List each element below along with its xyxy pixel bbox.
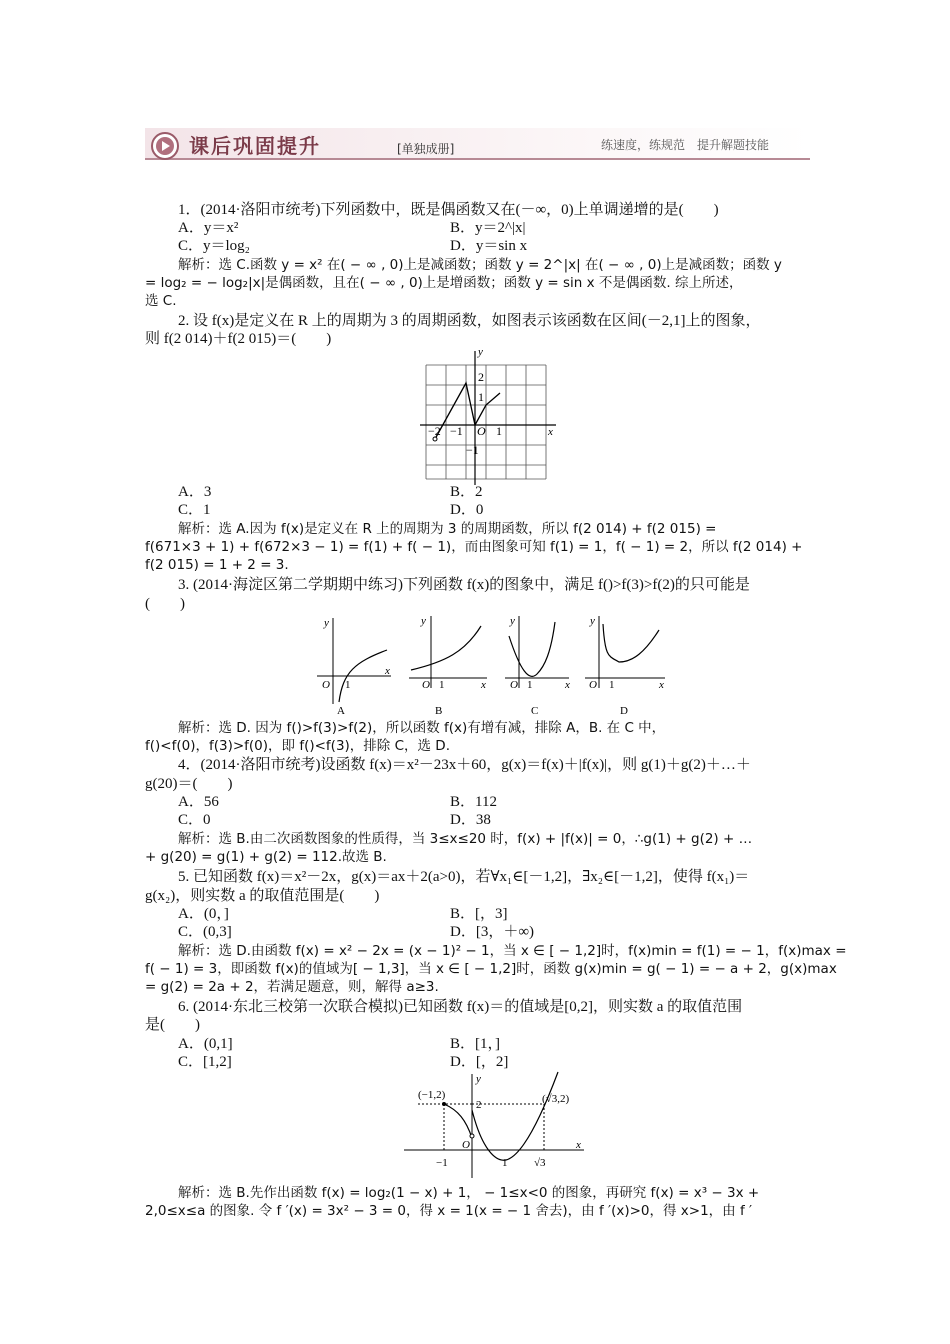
q2-solution-line2: f(671×3 + 1) + f(672×3 − 1) = f(1) + f( − 1)，而由图象可知 f(1) = 1，f( − 1) = 2，所以 f(2 014) + [145, 539, 803, 555]
q2-option-b: B．2 [450, 484, 483, 500]
q6-option-d: D．[，2] [450, 1054, 509, 1070]
q6-graph [400, 1070, 590, 1180]
q1-option-c: C．y＝log₂ [178, 238, 250, 254]
q3-solution-line2: f()<f(0)，f(3)>f(0)，即 f()<f(3)，排除 C，选 D. [145, 738, 450, 754]
q4-stem-line1: 4．(2014·洛阳市统考)设函数 f(x)＝x²－23x＋60，g(x)＝f(x)＋|f(x)|，则 g(1)＋g(2)＋…＋ [178, 757, 751, 773]
q5-option-c: C．(0,3] [178, 924, 232, 940]
q3b-y: y [421, 615, 426, 627]
q6-option-c: C．[1,2] [178, 1054, 232, 1070]
q5-option-a: A．(0，] [178, 906, 229, 922]
q6-tick-2: 2 [476, 1099, 482, 1111]
q3-label-c: C [531, 705, 539, 717]
q5-solution-line3: = g(2) = 2a + 2，若满足题意，则，解得 a≥3. [145, 979, 439, 995]
q3a-x: x [385, 665, 390, 677]
header-slogan: 练速度，练规范 提升解题技能 [601, 138, 770, 152]
q2-graph [420, 345, 560, 485]
q6-origin: O [462, 1139, 470, 1151]
q3a-o: O [322, 679, 330, 691]
q1-solution-line3: 选 C. [145, 293, 177, 309]
q5-solution-line2: f( − 1) = 3，即函数 f(x)的值域为[ − 1,3]，当 x ∈ [ − 1,2]时，函数 g(x)min = g( − 1) = − a + 2，g(x)max [145, 961, 837, 977]
q2-axis-x: x [548, 426, 553, 438]
q5-stem-line1: 5. 已知函数 f(x)＝x²－2x，g(x)＝ax＋2(a>0)，若∀x₁∈[－1,2]，∃x₂∈[－1,2]，使得 f(x₁)＝ [178, 869, 750, 885]
q2-origin: O [477, 424, 486, 438]
q4-solution-line1: 解析：选 B.由二次函数图象的性质得，当 3≤x≤20 时，f(x) + |f(x)| = 0，∴g(1) + g(2) + … [178, 831, 753, 847]
q6-axis-x: x [576, 1139, 581, 1151]
q3-graph-b [409, 615, 487, 717]
q2-tick-x1: 1 [496, 424, 502, 438]
header-title: 课后巩固提升 [189, 134, 321, 158]
q3-graph-a [317, 617, 391, 717]
q3-label-d: D [620, 705, 628, 717]
q2-option-c: C．1 [178, 502, 211, 518]
q6-axis-y: y [476, 1073, 481, 1085]
q5-stem-line2: g(x₂)，则实数 a 的取值范围是( ) [145, 888, 380, 904]
q6-option-b: B．[1，] [450, 1036, 500, 1052]
section-header [145, 122, 810, 164]
q2-tick-2: 2 [478, 370, 484, 384]
q3d-one: 1 [609, 679, 615, 691]
q3-stem-line2: ( ) [145, 596, 185, 612]
q1-stem: 1．(2014·洛阳市统考)下列函数中，既是偶函数又在(－∞，0)上单调递增的是( ) [178, 202, 719, 218]
q3d-o: O [589, 679, 597, 691]
q3-graph-d [585, 615, 665, 717]
q3b-o: O [422, 679, 430, 691]
q3-graphs [315, 612, 675, 718]
q1-option-d: D．y＝sin x [450, 238, 528, 254]
q2-option-d: D．0 [450, 502, 484, 518]
q3c-x: x [565, 679, 570, 691]
play-circle-icon [147, 126, 183, 162]
q3a-y: y [324, 617, 329, 629]
q1-option-b: B．y＝2^|x| [450, 220, 526, 236]
q3-solution-line1: 解析：选 D. 因为 f()>f(3)>f(2)，所以函数 f(x)有增有减，排除 A，B. 在 C 中， [178, 720, 666, 736]
q5-option-b: B．[，3] [450, 906, 508, 922]
q4-option-b: B．112 [450, 794, 497, 810]
q4-option-c: C．0 [178, 812, 211, 828]
q3b-x: x [481, 679, 486, 691]
q2-stem-line2: 则 f(2 014)＋f(2 015)＝( ) [145, 331, 332, 347]
q3b-one: 1 [439, 679, 445, 691]
q3-graph-c [505, 615, 570, 717]
q3-label-a: A [337, 705, 345, 717]
q3c-o: O [510, 679, 518, 691]
q6-option-a: A．(0,1] [178, 1036, 233, 1052]
q3c-one: 1 [527, 679, 533, 691]
q6-point-left: (−1,2) [418, 1089, 446, 1101]
q4-option-a: A．56 [178, 794, 219, 810]
q6-tick-1: 1 [502, 1157, 508, 1169]
q6-stem-line1: 6. (2014·东北三校第一次联合模拟)已知函数 f(x)＝的值域是[0,2]，则实数 a 的取值范围 [178, 999, 743, 1015]
q5-solution-line1: 解析：选 D.由函数 f(x) = x² − 2x = (x − 1)² − 1，当 x ∈ [ − 1,2]时，f(x)min = f(1) = − 1，f(x)max = [178, 943, 847, 959]
header-tag: [单独成册] [397, 142, 455, 156]
q4-solution-line2: + g(20) = g(1) + g(2) = 112.故选 B. [145, 849, 387, 865]
q6-solution-line1: 解析：选 B.先作出函数 f(x) = log₂(1 − x) + 1， − 1≤x<0 的图象，再研究 f(x) = x³ − 3x + [178, 1185, 760, 1201]
q2-axis-y: y [478, 346, 483, 358]
q1-option-a: A．y＝x² [178, 220, 239, 236]
q2-tick-neg2: −2 [428, 424, 441, 438]
q3-label-b: B [435, 705, 443, 717]
q3d-x: x [659, 679, 664, 691]
q2-option-a: A．3 [178, 484, 212, 500]
q6-tick-neg1: −1 [436, 1157, 448, 1169]
q1-solution-line2: = log₂ = − log₂|x|是偶函数，且在( − ∞ , 0)上是增函数；函数 y = sin x 不是偶函数. 综上所述， [145, 275, 743, 291]
q5-option-d: D．[3，＋∞) [450, 924, 535, 940]
q4-stem-line2: g(20)＝( ) [145, 776, 233, 792]
q6-stem-line2: 是( ) [145, 1017, 200, 1033]
q3c-y: y [510, 615, 515, 627]
q2-stem-line1: 2. 设 f(x)是定义在 R 上的周期为 3 的周期函数，如图表示该函数在区间(－2,1]上的图象， [178, 313, 761, 329]
q1-solution-line1: 解析：选 C.函数 y = x² 在( − ∞ , 0)上是减函数；函数 y = 2^|x| 在( − ∞ , 0)上是减函数；函数 y [178, 257, 782, 273]
q6-point-right: (√3,2) [542, 1093, 570, 1105]
q2-tick-x-neg1: −1 [450, 424, 463, 438]
q2-solution-line1: 解析：选 A.因为 f(x)是定义在 R 上的周期为 3 的周期函数，所以 f(2 014) + f(2 015) = [178, 521, 717, 537]
q3-stem-line1: 3. (2014·海淀区第二学期期中练习)下列函数 f(x)的图象中，满足 f()>f(3)>f(2)的只可能是 [178, 577, 750, 593]
q6-solution-line2: 2,0≤x≤a 的图象. 令 f ′(x) = 3x² − 3 = 0，得 x = 1(x = − 1 舍去)，由 f ′(x)>0，得 x>1，由 f ′ [145, 1203, 753, 1219]
q3d-y: y [590, 615, 595, 627]
q2-solution-line3: f(2 015) = 1 + 2 = 3. [145, 557, 289, 573]
q6-tick-sqrt3: √3 [534, 1157, 546, 1169]
q2-tick-neg1: −1 [466, 443, 479, 457]
q3a-one: 1 [345, 679, 351, 691]
q2-tick-1: 1 [478, 390, 484, 404]
q4-option-d: D．38 [450, 812, 491, 828]
